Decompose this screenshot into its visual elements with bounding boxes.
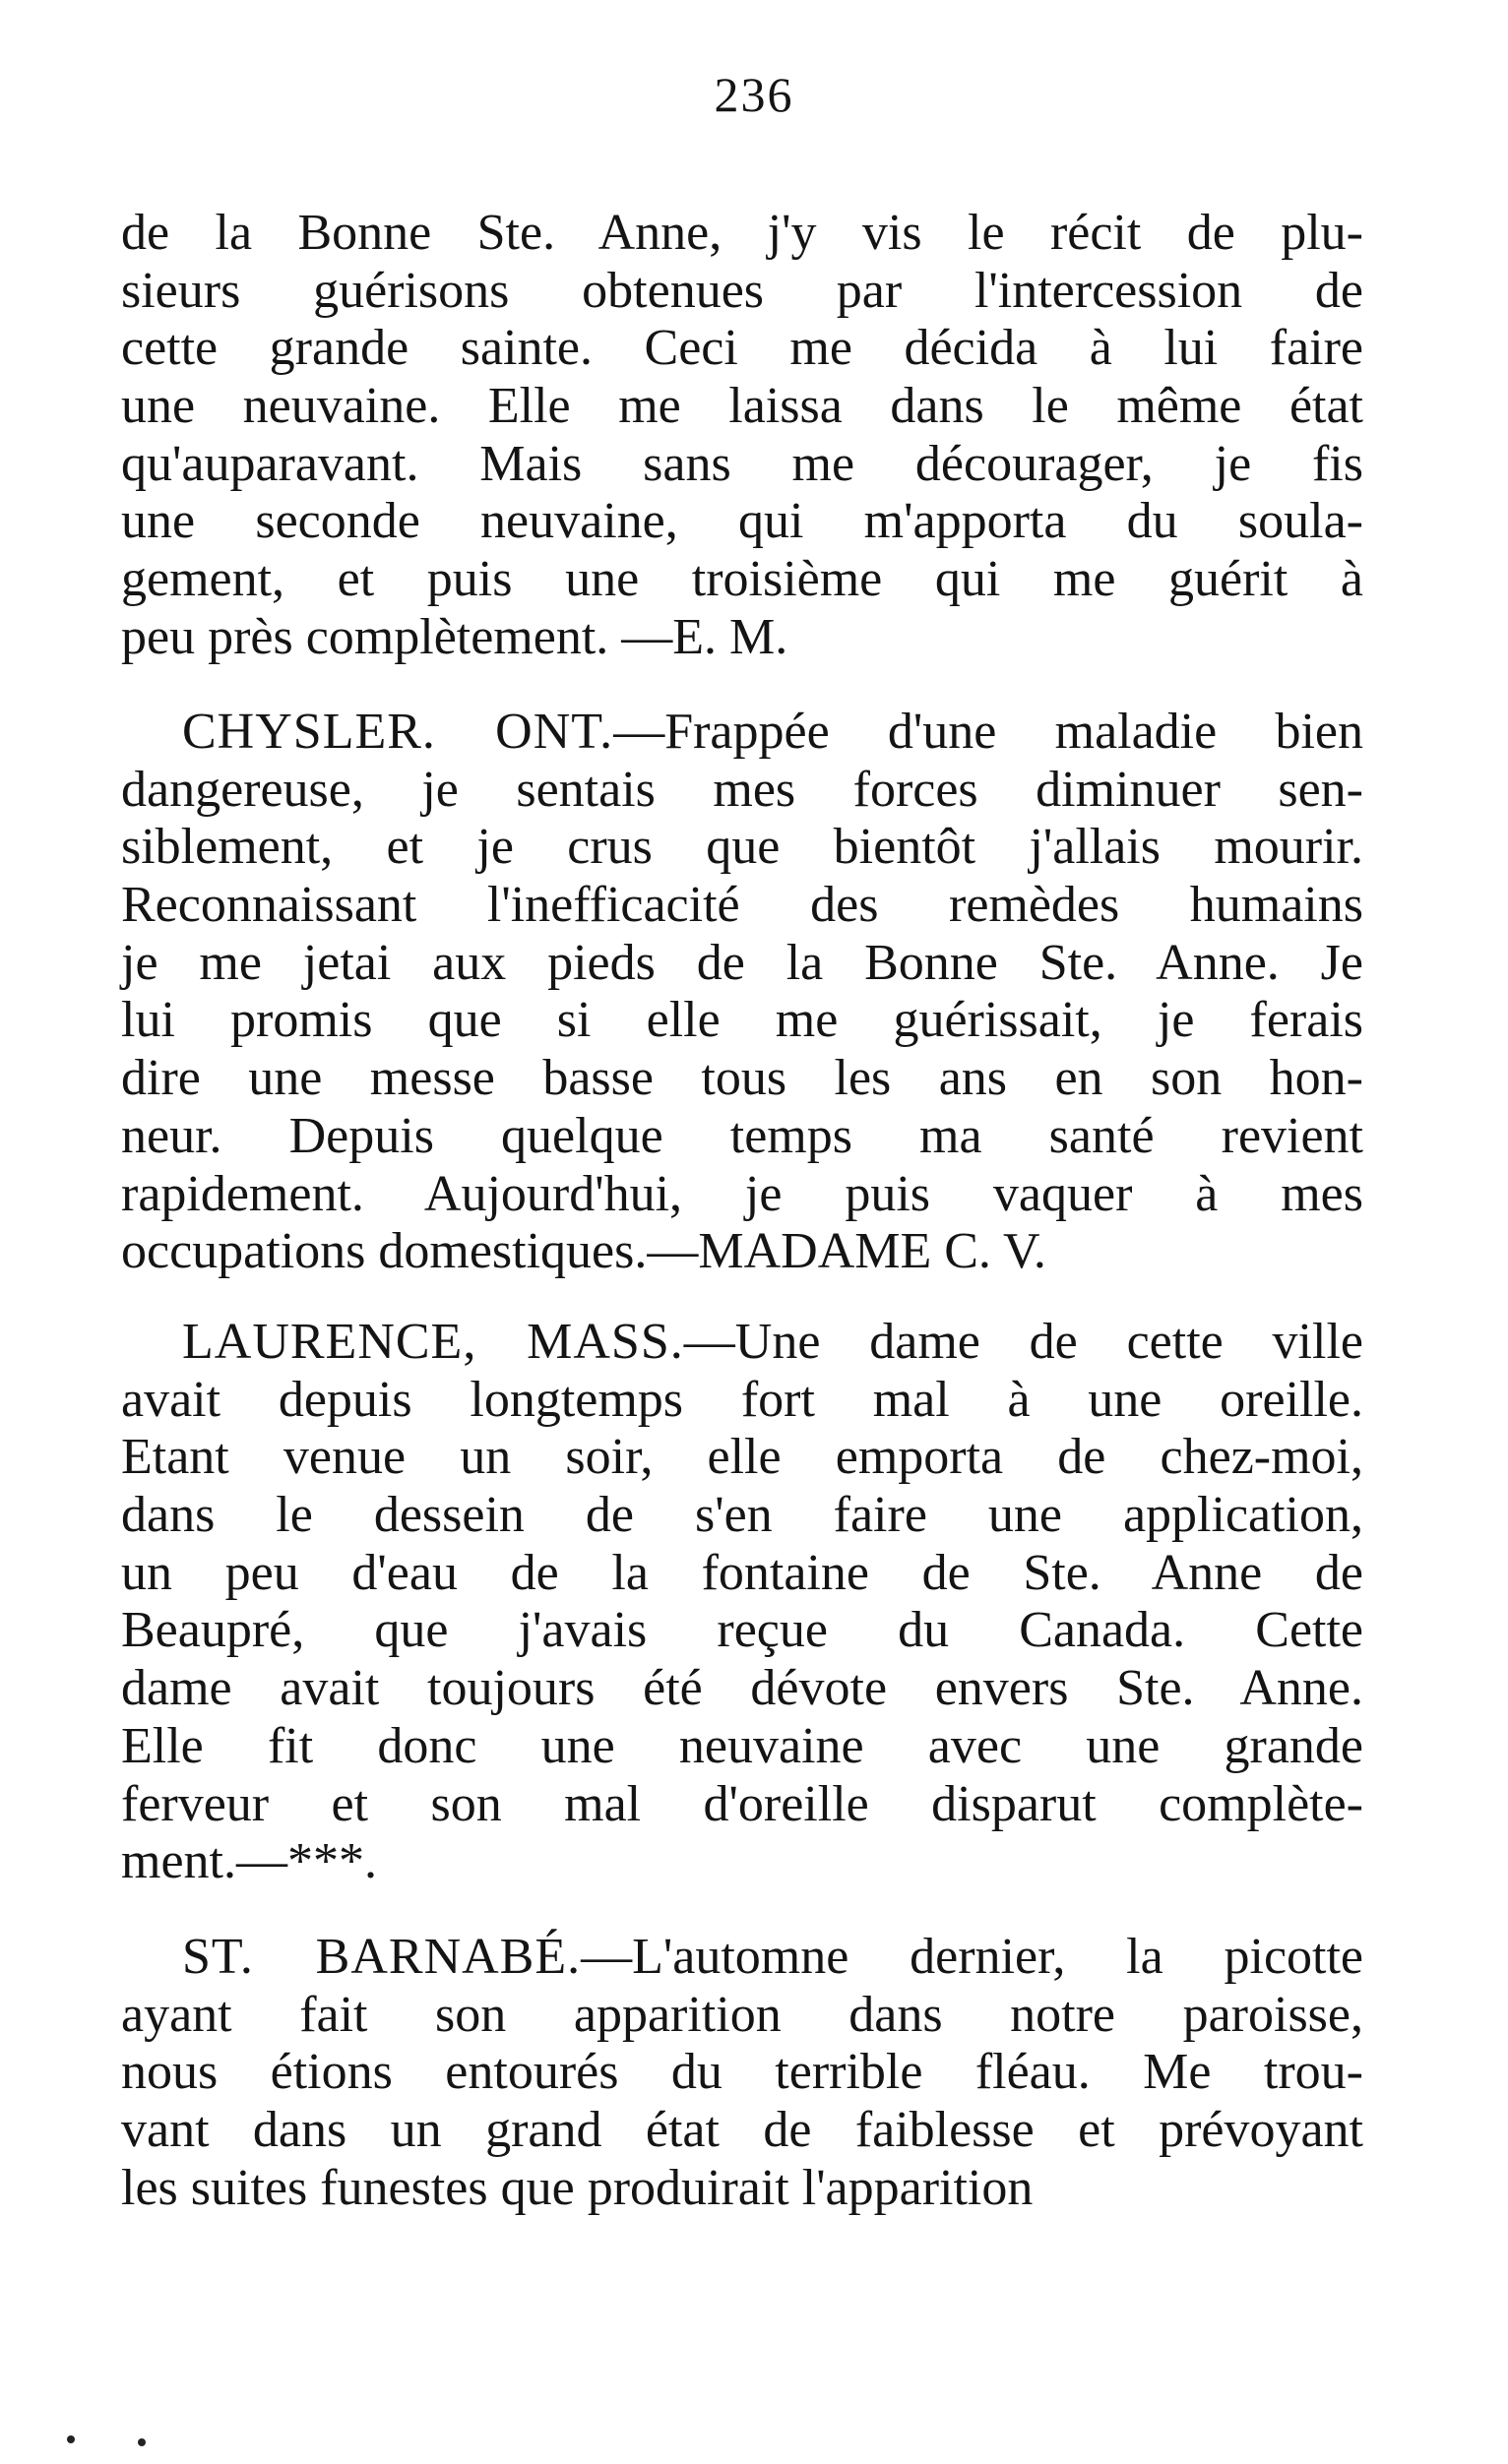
text-line: vant dans un grand état de faiblesse et prévoyant xyxy=(121,2102,1363,2159)
text-line: neur. Depuis quelque temps ma santé revient xyxy=(121,1107,1363,1164)
place-heading: ST. BARNABÉ. xyxy=(182,1929,582,1985)
paragraph-1 xyxy=(121,205,1363,667)
page-number: 236 xyxy=(714,67,794,122)
text-line: une seconde neuvaine, qui m'apporta du soula- xyxy=(121,493,1363,550)
text-line: Etant venue un soir, elle emporta de chez-moi, xyxy=(121,1429,1363,1486)
text-line: les suites funestes que produirait l'apparition xyxy=(121,2159,1034,2216)
text-run: —L'automne dernier, la picotte xyxy=(581,1929,1364,1985)
paragraph-3 xyxy=(121,1314,1363,1891)
place-heading: CHYSLER. ONT. xyxy=(182,704,614,760)
text-line: peu près complètement. —E. M. xyxy=(121,608,788,665)
text-run: —Frappée d'une maladie bien xyxy=(613,704,1363,760)
first-line xyxy=(121,704,1363,762)
text-line: dans le dessein de s'en faire une application, xyxy=(121,1487,1363,1544)
paragraph-2 xyxy=(121,704,1363,1281)
text-line: Beaupré, que j'avais reçue du Canada. Cette xyxy=(121,1602,1363,1659)
text-line: lui promis que si elle me guérissait, je ferais xyxy=(121,992,1363,1049)
text-line: ment.—***. xyxy=(121,1833,377,1890)
text-line: je me jetai aux pieds de la Bonne Ste. Anne. Je xyxy=(121,934,1363,991)
text-line: dire une messe basse tous les ans en son hon- xyxy=(121,1050,1363,1107)
first-line xyxy=(121,1929,1363,1987)
text-line: siblement, et je crus que bientôt j'allais mourir. xyxy=(121,819,1363,876)
text-line: Elle fit donc une neuvaine avec une grande xyxy=(121,1717,1363,1774)
text-line: ayant fait son apparition dans notre paroisse, xyxy=(121,1986,1363,2043)
text-line: de la Bonne Ste. Anne, j'y vis le récit de plu- xyxy=(121,205,1363,261)
text-line: ferveur et son mal d'oreille disparut complète- xyxy=(121,1775,1363,1832)
first-line xyxy=(121,1314,1363,1372)
paragraph-4 xyxy=(121,1929,1363,2217)
text-line: dame avait toujours été dévote envers Ste. Anne. xyxy=(121,1660,1363,1717)
text-line: occupations domestiques.—MADAME C. V. xyxy=(121,1223,1046,1280)
text-line: cette grande sainte. Ceci me décida à lui faire xyxy=(121,320,1363,377)
print-speck xyxy=(67,2435,75,2443)
place-heading: LAURENCE, MASS. xyxy=(182,1314,684,1370)
text-line: gement, et puis une troisième qui me guérit à xyxy=(121,551,1363,608)
text-line: nous étions entourés du terrible fléau. Me trou- xyxy=(121,2044,1363,2101)
text-line: avait depuis longtemps fort mal à une oreille. xyxy=(121,1371,1363,1428)
text-line: Reconnaissant l'inefficacité des remèdes humains xyxy=(121,877,1363,934)
text-line: une neuvaine. Elle me laissa dans le même état xyxy=(121,378,1363,435)
text-line: un peu d'eau de la fontaine de Ste. Anne de xyxy=(121,1544,1363,1601)
print-speck xyxy=(138,2438,146,2446)
text-line: rapidement. Aujourd'hui, je puis vaquer à mes xyxy=(121,1165,1363,1222)
text-line: sieurs guérisons obtenues par l'intercession de xyxy=(121,262,1363,319)
text-run: —Une dame de cette ville xyxy=(683,1314,1363,1370)
text-line: dangereuse, je sentais mes forces diminuer sen- xyxy=(121,761,1363,818)
text-line: qu'auparavant. Mais sans me décourager, je fis xyxy=(121,435,1363,492)
